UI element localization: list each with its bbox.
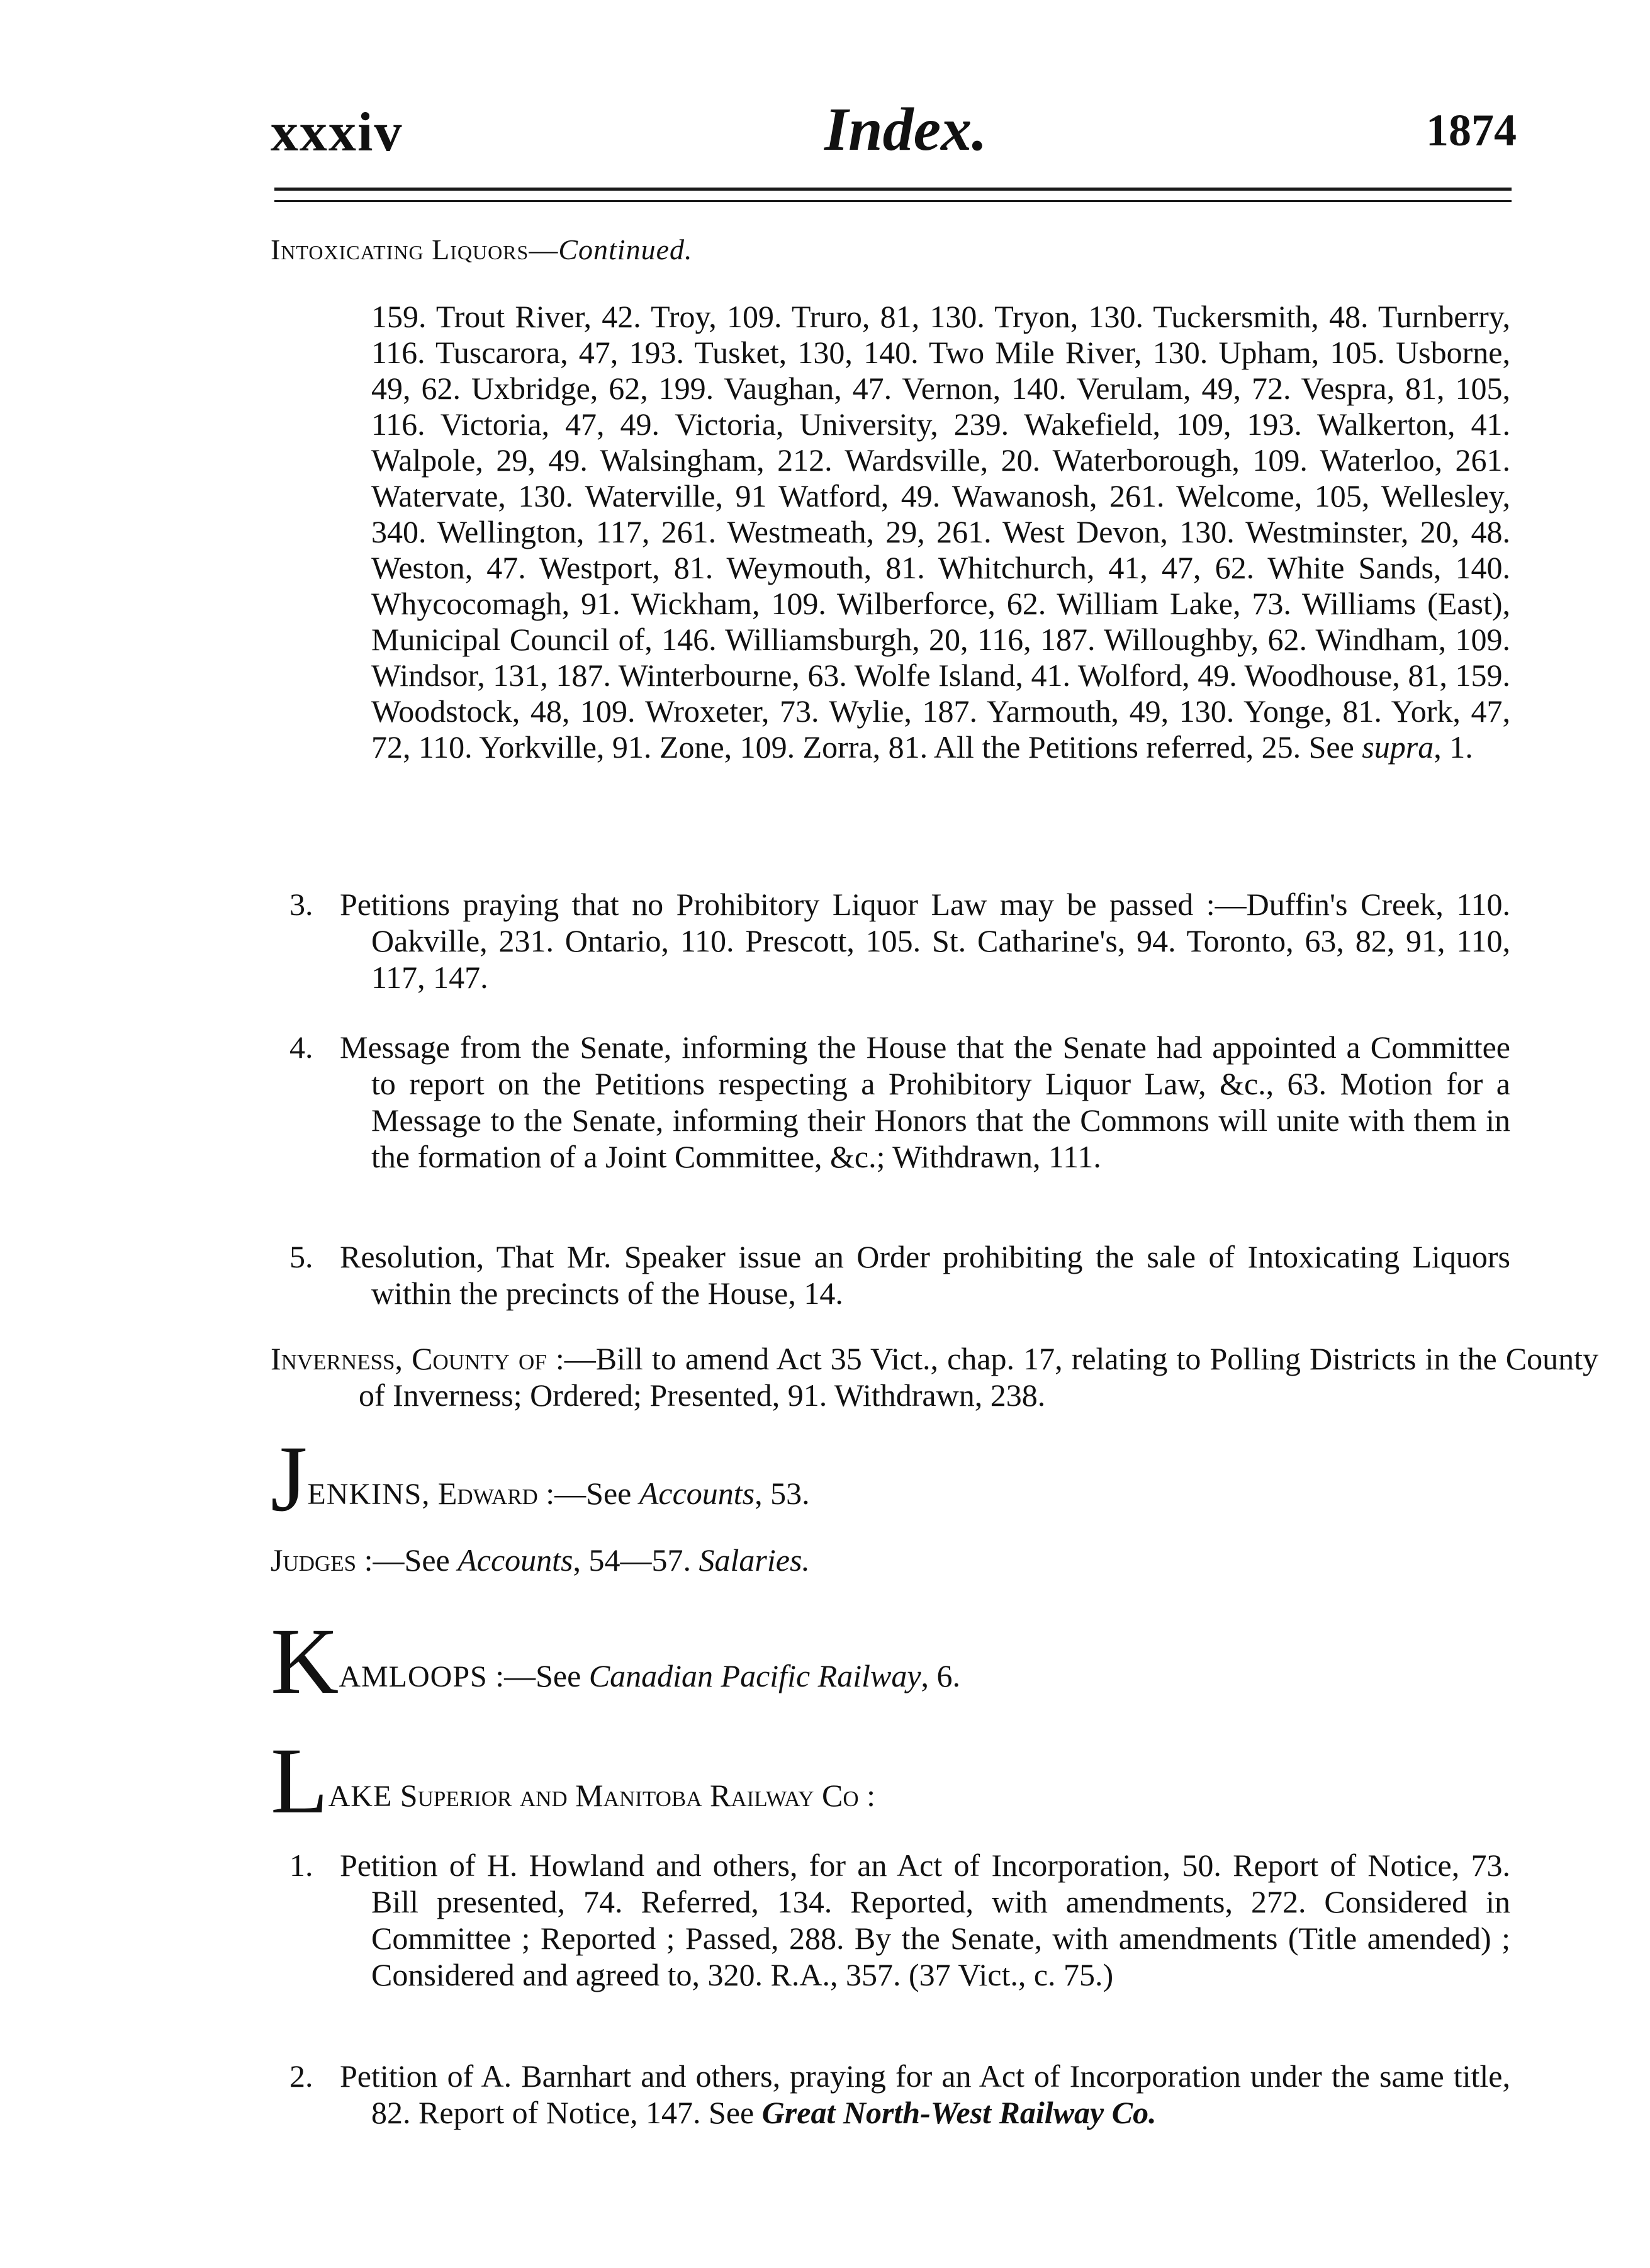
entry-text: :—See [487, 1658, 589, 1693]
item-text: Petitions praying that no Prohibitory Liquor Law may be passed :—Duffin's Creek, 110. Oakville, 231. Ontario, 110. Prescott, 105. St. Catharine's, 94. Toronto, 63, 82, 91, 110, 117, 147. [340, 887, 1510, 995]
entry-tail: , 6. [921, 1658, 961, 1693]
entry-tail: , 53. [755, 1476, 810, 1511]
entry-italic-2: Salaries. [699, 1542, 810, 1578]
item-text-wrap [340, 2058, 1510, 2131]
header-rule-thick [274, 188, 1512, 191]
entry-head: Judges [271, 1542, 357, 1578]
item-text: Resolution, That Mr. Speaker issue an Order prohibiting the sale of Intoxicating Liquors within the precincts of the House, 14. [340, 1239, 1510, 1311]
entry-mid: , 54—57. [573, 1542, 699, 1578]
heading-suffix: Continued. [558, 233, 693, 266]
drop-letter-l: L [271, 1729, 328, 1833]
page-number: xxxiv [271, 102, 403, 163]
item-text: Petition of A. Barnhart and others, praying for an Act of Incorporation under the same title, 82. Report of Notice, 147. See [340, 2058, 1510, 2130]
judges-entry [271, 1542, 1510, 1578]
entry-italic: Accounts [639, 1476, 755, 1511]
drop-letter-j: J [271, 1427, 308, 1531]
list-item [289, 886, 1510, 996]
kamloops-entry [271, 1609, 1510, 1714]
entry-text: :—Bill to amend Act 35 Vict., chap. 17, relating to Polling Districts in the County of Inverness; Ordered; Presented, 91. Withdrawn, 238. [359, 1341, 1598, 1413]
drop-letter-k: K [271, 1609, 339, 1714]
entry-head: Inverness, County of [271, 1341, 547, 1376]
year: 1874 [1426, 105, 1517, 155]
continued-heading [271, 233, 693, 266]
list-item [289, 1847, 1510, 1993]
item-number: 5. [289, 1239, 313, 1274]
item-italic: Great North-West Railway Co. [761, 2095, 1157, 2130]
entry-text: :—See [537, 1476, 639, 1511]
see-tail: , 1. [1434, 729, 1473, 765]
list-item [289, 1238, 1510, 1311]
page-title: Index. [824, 96, 987, 164]
list-item [289, 2058, 1510, 2131]
entry-tail: : [858, 1778, 876, 1813]
item-number: 4. [289, 1030, 313, 1065]
item-number: 3. [289, 887, 313, 922]
petitions-text: 159. Trout River, 42. Troy, 109. Truro, 81, 130. Tryon, 130. Tuckersmith, 48. Turnberry, 116. Tuscarora, 47, 193. Tusket, 130, 140. Two Mile River, 130. Upham, 105. Usborne, 49, 62. Uxbridge, 62, 199. Vaughan, 47. Vernon, 140. Verulam, 49, 72. Vespra, 81, 105, 116. Victoria, 47, 49. Victoria, University, 239. Wakefield, 109, 193. Walkerton, 41. Walpole, 29, 49. Walsingham, 212. Wardsville, 20. Waterborough, 109. Waterloo, 261. Watervate, 130. Waterville, 91 Watford, 49. Wawanosh, 261. Welcome, 105, Wellesley, 340. Wellington, 117, 261. Westmeath, 29, 261. West Devon, 130. Westminster, 20, 48. Weston, 47. Westport, 81. Weymouth, 81. Whitchurch, 41, 47, 62. White Sands, 140. Whycocomagh, 91. Wickham, 109. Wilberforce, 62. William Lake, 73. Williams (East), Municipal Council of, 146. Williamsburgh, 20, 116, 187. Willoughby, 62. Windham, 109. Windsor, 131, 187. Winterbourne, 63. Wolfe Island, 41. Wolford, 49. Woodhouse, 81, 159. Woodstock, 48, 109. Wroxeter, 73. Wylie, 187. Yarmouth, 49, 130. Yonge, 81. York, 47, 72, 110. Yorkville, 91. Zone, 109. Zorra, 81. All the Petitions referred, 25. See [371, 299, 1510, 765]
continued-petitions-list [371, 299, 1510, 765]
item-number: 2. [289, 2058, 313, 2094]
list-item [289, 1029, 1510, 1175]
running-header [271, 94, 1517, 170]
entry-head: AKE [328, 1780, 393, 1813]
entry-head: ENKINS, [307, 1478, 430, 1511]
item-text: Message from the Senate, informing the House that the Senate had appointed a Committee to report on the Petitions respecting a Prohibitory Liquor Law, &c., 63. Motion for a Message to the Senate, informing their Honors that the Commons will unite with them in the formation of a Joint Committee, &c.; Withdrawn, 111. [340, 1030, 1510, 1174]
lake-superior-entry [271, 1729, 1510, 1833]
entry-head: AMLOOPS [339, 1660, 488, 1693]
entry-italic: Accounts [457, 1542, 573, 1578]
entry-italic: Canadian Pacific Railway [588, 1658, 921, 1693]
item-number: 1. [289, 1848, 313, 1883]
heading-main: Intoxicating Liquors [271, 233, 529, 266]
jenkins-entry [271, 1427, 1510, 1531]
heading-dash: — [529, 233, 559, 266]
entry-text: :—See [356, 1542, 458, 1578]
item-text: Petition of H. Howland and others, for an Act of Incorporation, 50. Report of Notice, 73. Bill presented, 74. Referred, 134. Reported, with amendments, 272. Considered in Committee ; Reported ; Passed, 288. By the Senate, with amendments (Title amended) ; Considered and agreed to, 320. R.A., 357. (37 Vict., c. 75.) [340, 1848, 1510, 1992]
inverness-entry [271, 1340, 1598, 1413]
see-italic: supra [1362, 729, 1434, 765]
header-rule-thin [274, 200, 1512, 202]
entry-head-rest: Superior and Manitoba Railway Co [392, 1778, 859, 1813]
entry-given-name: Edward [430, 1476, 538, 1511]
